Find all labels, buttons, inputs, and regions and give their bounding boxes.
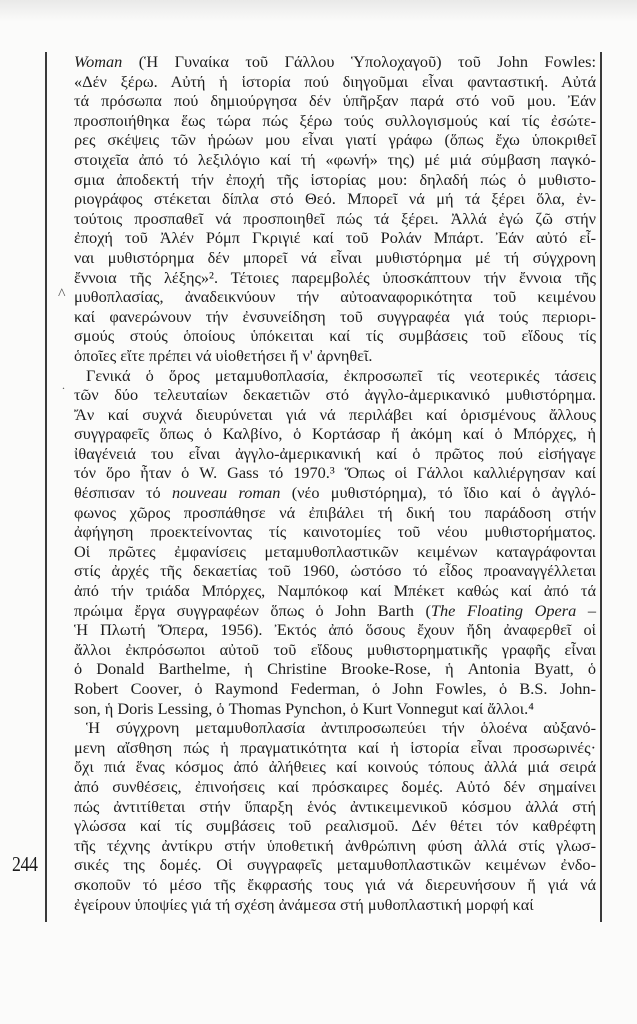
text-line: ἀπό τήν τριάδα Μπόρχες, Ναμπόκοφ καί Μπέκετ καθώς καί ἀπό τά <box>74 581 596 601</box>
text-line: σικές της δομές. Οἱ συγγραφεῖς μεταμυθοπλαστικῶν κειμένων ἐνδο- <box>74 855 596 875</box>
text-line: ἰθαγένειά του εἶναι ἀγγλο-ἀμερικανική καί ὁ πρῶτος πού εἰσήγαγε <box>74 443 596 463</box>
body-text <box>74 52 596 914</box>
text-line: καί φανερώνουν τήν ἐνσυνείδηση τοῦ συγγραφέα γιά τούς περιορι- <box>74 306 596 326</box>
text-line: γλώσσα καί τίς συμβάσεις τοῦ ρεαλισμοῦ. Δέν θέτει τόν καθρέφτη <box>74 816 596 836</box>
text-line: σμια ἀποδεκτή τήν ἐποχή τῆς ἱστορίας μου: δηλαδή πώς ὁ μυθιστο- <box>74 169 596 189</box>
pencil-caret-mark: ^ <box>58 286 66 303</box>
text-line: son, ἡ Doris Lessing, ὁ Thomas Pynchon, ὁ Kurt Vonnegut καί ἄλλοι.⁴ <box>74 698 534 718</box>
text-line: μυθοπλασίας, ἀναδεικνύουν τήν αὐτοαναφορικότητα τοῦ κειμένου <box>74 287 596 307</box>
pencil-dot-mark: . <box>62 378 65 392</box>
text-line: Woman (Ἡ Γυναίκα τοῦ Γάλλου Ὑπολοχαγοῦ) τοῦ John Fowles: <box>74 52 596 71</box>
text-line: Γενικά ὁ ὅρος μεταμυθοπλασία, ἐκπροσωπεῖ τίς νεοτερικές τάσεις <box>86 365 596 385</box>
text-line: στίς ἀρχές τῆς δεκαετίας τοῦ 1960, ὡστόσο τό εἶδος προαναγγέλλεται <box>74 561 596 581</box>
text-line: θέσπισαν τό nouveau roman (νέο μυθιστόρημα), τό ἴδιο καί ὁ ἀγγλό- <box>74 483 596 503</box>
paragraph <box>74 718 596 914</box>
text-line: πώς ἀντιτίθεται στήν ὕπαρξη ἑνός ἀντικειμενικοῦ κόσμου ἀλλά στή <box>74 796 596 816</box>
text-line: τόν ὅρο ἦταν ὁ W. Gass τό 1970.³ Ὅπως οἱ Γάλλοι καλλιέργησαν καί <box>74 463 596 483</box>
text-line: ὄχι πιά ἕνας κόσμος ἀπό ἀλήθειες καί κοινούς τόπους ἀλλά μιά σειρά <box>74 757 596 777</box>
text-line: ἄλλοι ἐκπρόσωποι αὐτοῦ τοῦ εἴδους μυθιστορηματικῆς γραφῆς εἶναι <box>74 639 596 659</box>
text-line: σμούς στούς ὁποίους ὑπόκειται καί τίς συμβάσεις τοῦ εἴδους τίς <box>74 326 596 346</box>
right-margin-rule <box>600 52 602 922</box>
left-margin-rule <box>45 52 47 922</box>
text-line: «Δέν ξέρω. Αὐτή ἡ ἱστορία πού διηγοῦμαι εἶναι φανταστική. Αὐτά <box>74 71 596 91</box>
text-line: Οἱ πρῶτες ἐμφανίσεις μεταμυθοπλαστικῶν κειμένων καταγράφονται <box>74 541 596 561</box>
text-line: Ἄν καί συχνά διευρύνεται γιά νά περιλάβει καί ὁρισμένους ἄλλους <box>74 404 596 424</box>
text-line: ὁ Donald Barthelme, ἡ Christine Brooke-Rose, ἡ Antonia Byatt, ὁ <box>74 659 596 679</box>
text-line: τῶν δύο τελευταίων δεκαετιῶν στό ἀγγλο-ἀμερικανικό μυθιστόρημα. <box>74 385 596 405</box>
paragraph <box>74 366 596 719</box>
text-line: ἐγείρουν ὑποψίες γιά τή σχέση ἀνάμεσα στή μυθοπλαστική μορφή καί <box>74 894 534 914</box>
text-line: ἐποχή τοῦ Ἀλέν Ρόμπ Γκριγιέ καί τοῦ Ρολάν Μπάρτ. Ἐάν αὐτό εἶ- <box>74 228 596 248</box>
text-line: σκοποῦν τό μέσο τῆς ἔκφρασής τους γιά νά διερευνήσουν ἤ γιά νά <box>74 874 596 894</box>
text-line: τῆς τέχνης ἀντίκρυ στήν ὑποθετική ἀνθρώπινη φύση ἀλλά στίς γλωσ- <box>74 835 596 855</box>
text-line: Ἡ σύγχρονη μεταμυθοπλασία ἀντιπροσωπεύει τήν ὁλοένα αὐξανό- <box>86 718 596 738</box>
text-line: ἔννοια τῆς λέξης»². Τέτοιες παρεμβολές ὑποσκάπτουν τήν ἔννοια τῆς <box>74 267 596 287</box>
text-line: ριογράφος στέκεται δίπλα στό Θεό. Μπορεῖ νά μή τά ξέρει ὅλα, ἐν- <box>74 189 596 209</box>
text-line: πρώιμα ἔργα συγγραφέων ὅπως ὁ John Barth (The Floating Opera – <box>74 600 597 620</box>
text-line: μενη αἴσθηση πώς ἡ πραγματικότητα καί ἡ ἱστορία εἶναι προσωρινές· <box>74 737 596 757</box>
text-line: προσποιήθηκα ἕως τώρα πώς ξέρω τούς συλλογισμούς καί τίς ἐσώτε- <box>74 110 596 130</box>
text-line: ναι μυθιστόρημα δέν μπορεῖ νά εἶναι μυθιστόρημα μέ τή σύγχρονη <box>74 247 596 267</box>
text-line: ρες σκέψεις τῶν ἡρώων μου εἶναι γιατί γράφω (ὅπως ἔχω ὑποκριθεῖ <box>74 130 596 150</box>
text-line: τούτοις προσπαθεῖ νά προσποιηθεῖ πώς τά ξέρει. Ἀλλά ἐγώ ζῶ στήν <box>74 208 596 228</box>
text-line: φωνος χῶρος προσπάθησε νά ἐπιβάλει τή δική του παράδοση στήν <box>74 502 596 522</box>
text-line: ἀφήγηση προεκτείνοντας τίς καινοτομίες τοῦ νέου μυθιστορήματος. <box>74 522 596 542</box>
text-line: τά πρόσωπα πού δημιούργησα δέν ὑπῆρξαν παρά στό νοῦ μου. Ἐάν <box>74 91 596 111</box>
page-number: 244 <box>12 852 38 876</box>
paragraph <box>74 52 596 366</box>
text-line: ὁποῖες εἴτε πρέπει νά υἱοθετήσει ἤ ν' ἀρνηθεῖ. <box>74 345 373 365</box>
text-line: συγγραφεῖς ὅπως ὁ Καλβίνο, ὁ Κορτάσαρ ἤ ἀκόμη καί ὁ Μπόρχες, ἡ <box>74 424 596 444</box>
text-line: Ἡ Πλωτή Ὄπερα, 1956). Ἐκτός ἀπό ὅσους ἔχουν ἤδη ἀναφερθεῖ οἱ <box>74 620 596 640</box>
text-line: στοιχεῖα ἀπό τό λεξιλόγιο καί τή «φωνή» της) μέ μιά σύμβαση παγκό- <box>74 149 596 169</box>
text-line: Robert Coover, ὁ Raymond Federman, ὁ John Fowles, ὁ B.S. John- <box>74 679 596 698</box>
text-line: ἀπό συνθέσεις, ἐπινοήσεις καί πρόσκαιρες δομές. Αὐτό δέν σημαίνει <box>74 776 596 796</box>
scan-edge-shadow <box>0 0 637 22</box>
